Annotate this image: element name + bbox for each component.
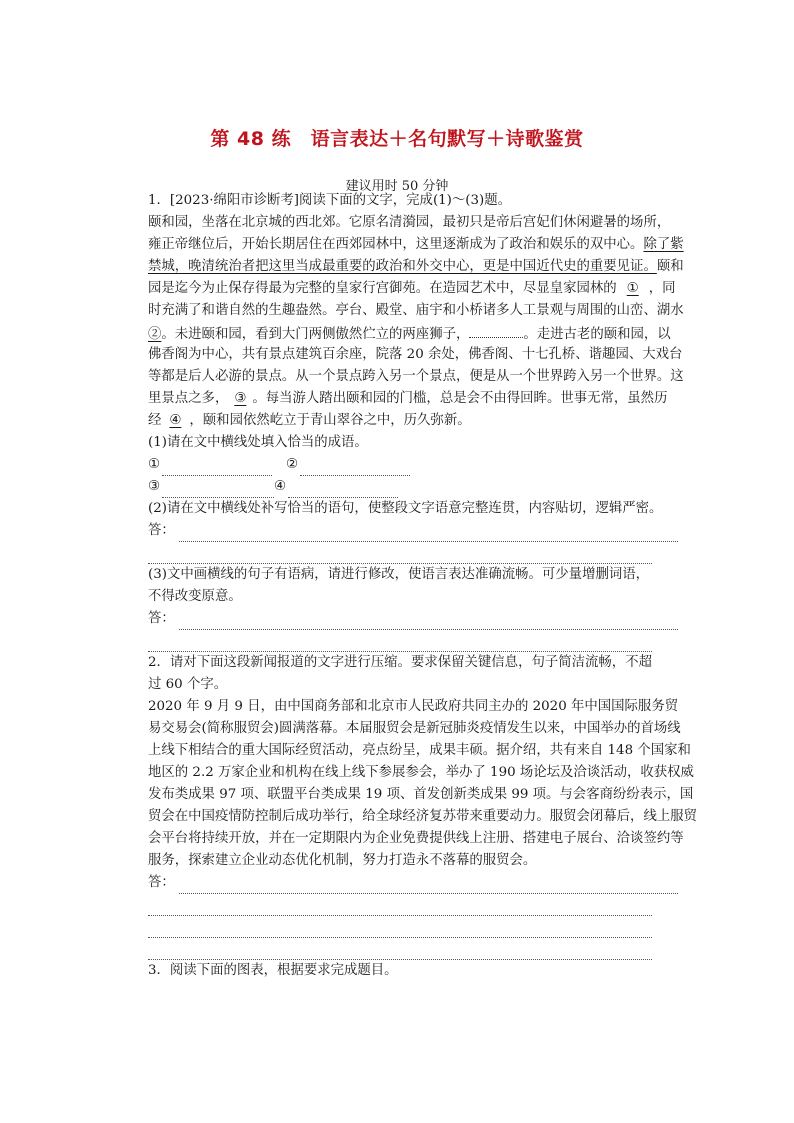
q1-answer-row-1: [148, 454, 678, 476]
answer-dotline[interactable]: [179, 615, 678, 630]
q1-passage-line-3: [148, 256, 684, 278]
q1-blank-3: ③: [234, 391, 247, 406]
q1-text: 。未进颐和园，看到大门两侧傲然伫立的两座狮子，: [161, 327, 470, 342]
answer-blank-2[interactable]: [300, 461, 410, 476]
q1-text: 经: [148, 413, 162, 428]
q1-sub2: (2)请在文中横线处补写恰当的语句，使整段文字语意完整连贯，内容贴切，逻辑严密。: [148, 501, 663, 516]
q1-text: 里景点之多，: [148, 391, 229, 406]
q2-prompt-line-2: 过 60 个字。: [148, 677, 228, 692]
q2-passage-line-5: 发布类成果 97 项、联盟平台类成果 19 项、首发创新类成果 99 项。与会客商纷纷表示，国: [148, 787, 694, 802]
q1-passage-line-5: 时充满了和谐自然的生趣盎然。亭台、殿堂、庙宇和小桥诸多人工景观与周围的山峦、湖水: [148, 303, 684, 318]
answer-blank-3[interactable]: [162, 483, 274, 498]
answer-blank-1[interactable]: [162, 461, 272, 476]
q1-text: 园是迄今为止保存得最为完整的皇家行宫御苑。在造园艺术中，尽显皇家园林的: [148, 281, 617, 296]
q1-text: ，颐和园依然屹立于青山翠谷之中，历久弥新。: [189, 413, 471, 428]
q1-intro: 1．[2023·绵阳市诊断考]阅读下面的文字，完成(1)～(3)题。: [148, 193, 512, 208]
time-hint: 建议用时 50 分钟: [345, 179, 449, 194]
q1-passage-line-6: [148, 322, 678, 344]
q1-text: 。走进古老的颐和园，以: [523, 327, 671, 342]
q1-sub1: (1)请在文中横线处填入恰当的成语。: [148, 435, 368, 450]
q2-prompt-line-1: 2．请对下面这段新闻报道的文字进行压缩。要求保留关键信息，句子简洁流畅，不超: [148, 655, 652, 670]
q1-blank-1: ①: [626, 281, 639, 296]
answer-dotline[interactable]: [179, 527, 678, 542]
answer-num-4: ④: [274, 479, 287, 494]
answer-label: 答：: [148, 523, 175, 538]
answer-num-3: ③: [148, 479, 161, 494]
q1-passage-line-10: [148, 410, 678, 432]
q1-sub2-answer-line[interactable]: [148, 520, 678, 542]
q1-text: 颐和: [656, 259, 684, 274]
q1-blank-2: ②: [148, 327, 162, 342]
q1-underlined-sentence: 除了紫: [643, 237, 684, 252]
content-body: [148, 190, 698, 982]
q1-blank-4: ④: [169, 413, 182, 428]
q2-passage-line-6: 贸会在中国疫情防控制后成功举行，给全球经济复苏带来重要动力。服贸会闭幕后，线上服贸: [148, 809, 698, 824]
answer-label: 答：: [148, 611, 175, 626]
q2-answer-line[interactable]: [148, 872, 678, 894]
q1-sub3-line-2: 不得改变原意。: [148, 589, 242, 604]
q2-passage-line-4: 地区的 2.2 万家企业和机构在线上线下参展参会，举办了 190 场论坛及洽谈活动，收获权威: [148, 765, 694, 780]
answer-dotline[interactable]: [148, 542, 652, 564]
q1-passage-line-7: 佛香阁为中心，共有景点建筑百余座，院落 20 余处，佛香阁、十七孔桥、谐趣园、大戏台: [148, 347, 683, 362]
q1-passage-line-2: [148, 234, 684, 256]
answer-label: 答：: [148, 875, 175, 890]
q3-prompt: 3．阅读下面的图表，根据要求完成题目。: [148, 963, 398, 978]
q2-passage-line-2: 易交易会(简称服贸会)圆满落幕。本届服贸会是新冠肺炎疫情发生以来，中国举办的首场线: [148, 721, 681, 736]
q2-passage-line-3: 上线下相结合的重大国际经贸活动，亮点纷呈，成果丰硕。据介绍，共有来自 148 个国家和: [148, 743, 691, 758]
q1-passage-line-1: 颐和园，坐落在北京城的西北郊。它原名清漪园，最初只是帝后宫妃们休闲避暑的场所，: [148, 215, 671, 230]
q1-answer-row-2: [148, 476, 678, 498]
q1-sub3-line-1: (3)文中画横线的句子有语病，请进行修改，使语言表达准确流畅。可少量增删词语，: [148, 567, 650, 582]
q2-passage-line-8: 服务，探索建立企业动态优化机制，努力打造永不落幕的服贸会。: [148, 853, 537, 868]
answer-dotline[interactable]: [148, 630, 652, 652]
q1-passage-line-4: [148, 278, 678, 300]
q1-text: ，同: [648, 281, 676, 296]
answer-dotline[interactable]: [148, 938, 652, 960]
answer-num-1: ①: [148, 457, 161, 472]
q1-sentence-blank[interactable]: [469, 322, 523, 338]
q1-passage-line-8: 等都是后人必游的景点。从一个景点跨入另一个景点，便是从一个世界跨入另一个世界。这: [148, 369, 684, 384]
answer-dotline[interactable]: [179, 879, 678, 894]
q2-passage-line-1: 2020 年 9 月 9 日，由中国商务部和北京市人民政府共同主办的 2020 年中国国际服务贸: [148, 699, 679, 714]
q2-passage-line-7: 会平台将持续开放，并在一定期限内为企业免费提供线上注册、搭建电子展台、洽谈签约等: [148, 831, 684, 846]
q1-text: 雍正帝继位后，开始长期居住在西郊园林中，这里逐渐成为了政治和娱乐的双中心。: [148, 237, 644, 252]
q1-sub3-answer-line[interactable]: [148, 608, 678, 630]
answer-blank-4[interactable]: [288, 483, 398, 498]
answer-dotline[interactable]: [148, 916, 652, 938]
answer-num-2: ②: [286, 457, 299, 472]
q1-text: 。每当游人踏出颐和园的门槛，总是会不由得回眸。世事无常，虽然历: [252, 391, 668, 406]
page-title: 第 48 练 语言表达＋名句默写＋诗歌鉴赏: [210, 128, 584, 150]
q1-passage-line-9: [148, 388, 678, 410]
answer-dotline[interactable]: [148, 894, 652, 916]
q1-underlined-sentence: 禁城，晚清统治者把这里当成最重要的政治和外交中心，更是中国近代史的重要见证。: [148, 259, 657, 274]
